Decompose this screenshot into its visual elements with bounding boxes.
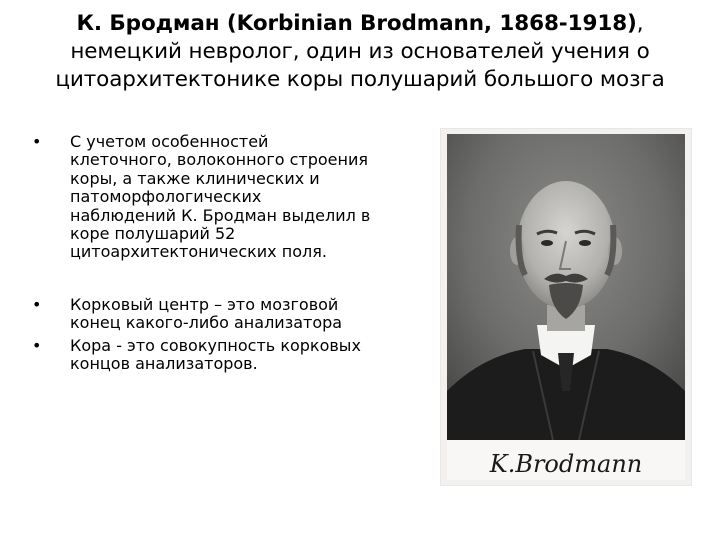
bullet-marker: • bbox=[32, 294, 42, 314]
portrait-illustration bbox=[441, 129, 691, 485]
bullet-text: С учетом особенностей клеточного, волоконного строения коры, а также клинических и патоморфологических наблюдений К. Бродман выделил в коре полушарий 52 цитоархитектонических поля. bbox=[70, 132, 371, 262]
bullet-text: Корковый центр – это мозговой конец какого-либо анализатора bbox=[70, 294, 343, 333]
bullet-marker: • bbox=[32, 335, 42, 355]
bullet-item bbox=[32, 337, 372, 374]
bullet-text: Кора - это совокупность корковых концов анализаторов. bbox=[70, 335, 361, 374]
bullet-item bbox=[32, 133, 372, 262]
title-name: К. Бродман (Korbinian Brodmann, 1868-1918) bbox=[76, 11, 637, 36]
bullet-marker: • bbox=[32, 132, 42, 151]
portrait-photo bbox=[440, 128, 692, 486]
slide-title bbox=[24, 10, 696, 94]
bullet-list bbox=[32, 133, 372, 373]
signature-text: K.Brodmann bbox=[489, 450, 643, 478]
bullet-item bbox=[32, 296, 372, 333]
title-description: , немецкий невролог, один из основателей учения о цитоархитектонике коры полушарий большого мозга bbox=[55, 11, 665, 92]
